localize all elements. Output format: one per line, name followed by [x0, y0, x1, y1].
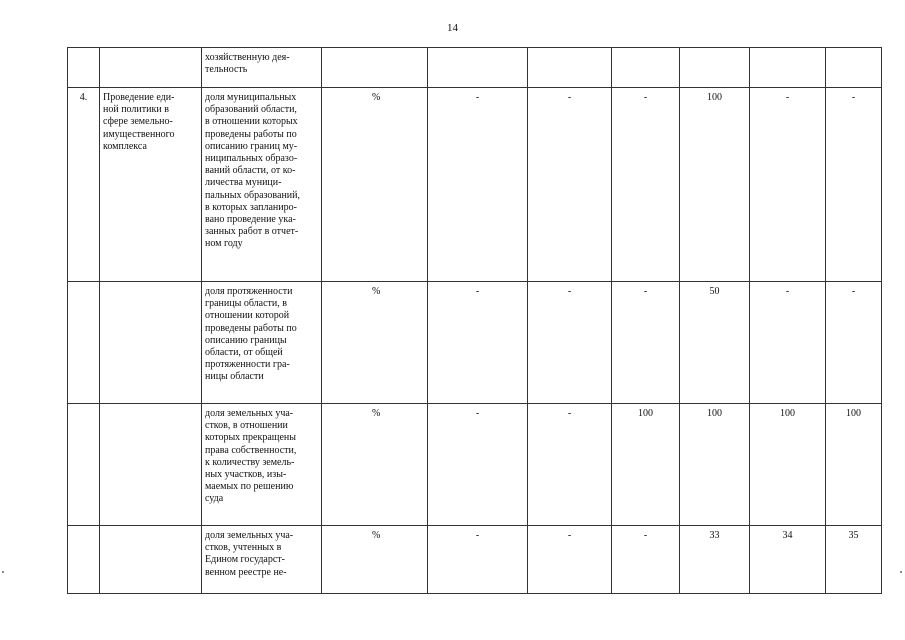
value-cell: 34: [750, 526, 826, 594]
cell-empty: [528, 48, 612, 88]
table-row: [68, 404, 882, 526]
table-row-continuation: [68, 48, 882, 88]
value-cell: -: [428, 282, 528, 404]
value-cell: 100: [826, 404, 882, 526]
scan-mark: [900, 571, 902, 573]
cell-empty: [68, 48, 100, 88]
value-cell: 33: [680, 526, 750, 594]
scan-mark: [2, 571, 4, 573]
cell-empty: [68, 526, 100, 594]
value-cell: -: [528, 526, 612, 594]
cell-empty: [428, 48, 528, 88]
cell-empty: [68, 282, 100, 404]
unit-cell: %: [322, 404, 428, 526]
value-cell: 100: [680, 404, 750, 526]
value-cell: -: [428, 526, 528, 594]
indicator-description: доля муниципальных образований области, в отношении которых проведены работы по описанию границ му- ниципальных образо- ваний области, от ко- личества муници- пальных образований, в которых запланиро- вано проведение ука- занных работ в отчет- ном году: [202, 88, 322, 282]
value-cell: 100: [750, 404, 826, 526]
value-cell: 100: [612, 404, 680, 526]
table-row: [68, 282, 882, 404]
value-cell: 100: [680, 88, 750, 282]
indicator-description: доля земельных уча- стков, учтенных в Едином государст- венном реестре не-: [202, 526, 322, 594]
cell-empty: [68, 404, 100, 526]
value-cell: -: [528, 404, 612, 526]
indicator-description: хозяйственную дея- тельность: [202, 48, 322, 88]
cell-empty: [100, 282, 202, 404]
indicators-table: [67, 47, 882, 594]
value-cell: 35: [826, 526, 882, 594]
value-cell: -: [826, 282, 882, 404]
unit-cell: %: [322, 282, 428, 404]
value-cell: 50: [680, 282, 750, 404]
value-cell: -: [528, 88, 612, 282]
page-number: 14: [447, 22, 458, 34]
value-cell: -: [612, 88, 680, 282]
table-row: [68, 88, 882, 282]
value-cell: -: [428, 88, 528, 282]
cell-empty: [100, 526, 202, 594]
value-cell: -: [428, 404, 528, 526]
table-row: [68, 526, 882, 594]
value-cell: -: [750, 282, 826, 404]
cell-empty: [750, 48, 826, 88]
indicator-description: доля земельных уча- стков, в отношении которых прекращены права собственности, к количеству земель- ных участков, изы- маемых по решению суда: [202, 404, 322, 526]
value-cell: -: [528, 282, 612, 404]
cell-empty: [100, 404, 202, 526]
value-cell: -: [750, 88, 826, 282]
cell-empty: [100, 48, 202, 88]
cell-empty: [612, 48, 680, 88]
unit-cell: %: [322, 88, 428, 282]
cell-empty: [680, 48, 750, 88]
value-cell: -: [826, 88, 882, 282]
value-cell: -: [612, 282, 680, 404]
section-name: Проведение еди- ной политики в сфере земельно- имущественного комплекса: [100, 88, 202, 282]
unit-cell: %: [322, 526, 428, 594]
cell-empty: [322, 48, 428, 88]
section-number: 4.: [68, 88, 100, 282]
cell-empty: [826, 48, 882, 88]
indicator-description: доля протяженности границы области, в отношении которой проведены работы по описанию границы области, от общей протяженности гра- ницы области: [202, 282, 322, 404]
value-cell: -: [612, 526, 680, 594]
